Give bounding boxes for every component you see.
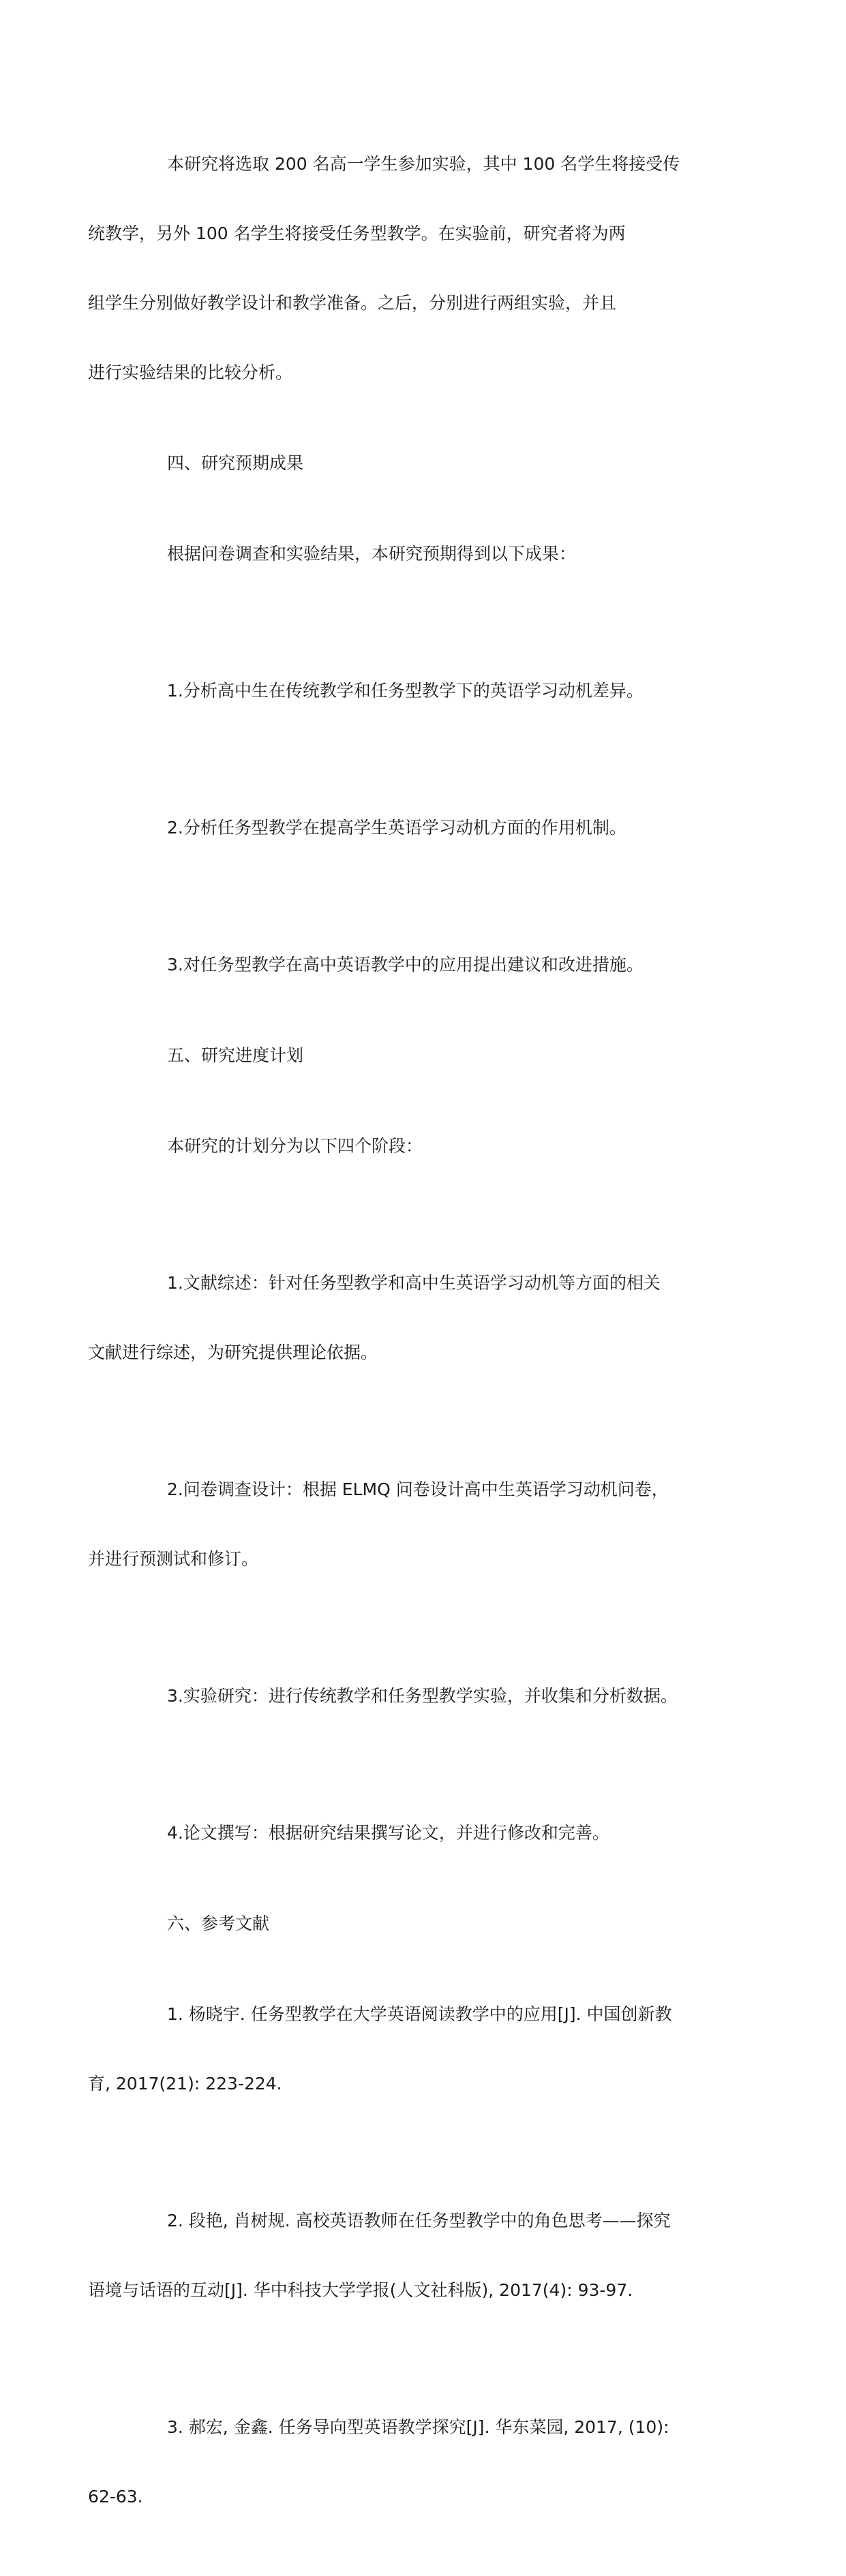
text-line: 本研究的计划分为以下四个阶段： — [167, 1136, 423, 1156]
text-line: 2.问卷调查设计：根据 ELMQ 问卷设计高中生英语学习动机问卷， — [167, 1479, 669, 1499]
text-line: 组学生分别做好教学设计和教学准备。之后，分别进行两组实验，并且 — [88, 293, 617, 313]
reference-item-1 — [88, 1957, 727, 2142]
text-line: 1. 杨晓宇. 任务型教学在大学英语阅读教学中的应用[J]. 中国创新教 — [167, 2004, 672, 2024]
text-line: 语境与话语的互动[J]. 华中科技大学学报(人文社科版), 2017(4): 93-97. — [88, 2280, 633, 2300]
text-line: 本研究将选取 200 名高一学生参加实验，其中 100 名学生将接受传 — [167, 154, 680, 174]
section-heading-expected-results: 四、研究预期成果 — [167, 453, 304, 473]
section-heading-references: 六、参考文献 — [167, 1914, 270, 1933]
text-line: 62-63. — [88, 2487, 143, 2506]
text-line: 根据问卷调查和实验结果，本研究预期得到以下成果： — [167, 544, 577, 564]
list-item-stage-1 — [88, 1225, 727, 1411]
text-line: 3. 郝宏, 金鑫. 任务导向型英语教学探究[J]. 华东菜园, 2017, (10): — [167, 2417, 669, 2437]
text-line: 2. 段艳, 肖树规. 高校英语教师在任务型教学中的角色思考——探究 — [167, 2211, 671, 2230]
text-line: 进行实验结果的比较分析。 — [88, 363, 293, 382]
text-line: 统教学，另外 100 名学生将接受任务型教学。在实验前，研究者将为两 — [88, 224, 626, 243]
text-line: 3.实验研究：进行传统教学和任务型教学实验，并收集和分析数据。 — [167, 1686, 678, 1706]
section-heading-schedule: 五、研究进度计划 — [167, 1045, 304, 1065]
paragraph-expected-intro — [127, 496, 727, 612]
text-line: 2.分析任务型教学在提高学生英语学习动机方面的作用机制。 — [167, 818, 626, 838]
list-item-stage-3 — [127, 1638, 727, 1754]
text-line: 1.分析高中生在传统教学和任务型教学下的英语学习动机差异。 — [167, 681, 644, 701]
list-item-expected-1 — [127, 633, 727, 749]
text-line: 并进行预测试和修订。 — [88, 1549, 259, 1569]
reference-item-3 — [88, 2370, 727, 2555]
text-line: 育, 2017(21): 223-224. — [88, 2074, 282, 2094]
text-line: 4.论文撰写：根据研究结果撰写论文，并进行修改和完善。 — [167, 1823, 609, 1843]
reference-item-2 — [88, 2163, 727, 2348]
document-body — [88, 106, 727, 2576]
list-item-expected-2 — [127, 770, 727, 886]
paragraph-schedule-intro — [127, 1088, 727, 1204]
paragraph-experiment-design — [88, 106, 727, 431]
list-item-expected-3 — [127, 907, 727, 1023]
text-line: 3.对任务型教学在高中英语教学中的应用提出建议和改进措施。 — [167, 955, 644, 975]
list-item-stage-2 — [88, 1432, 727, 1617]
text-line: 文献进行综述，为研究提供理论依据。 — [88, 1343, 378, 1362]
list-item-stage-4 — [127, 1775, 727, 1891]
text-line: 1.文献综述：针对任务型教学和高中生英语学习动机等方面的相关 — [167, 1273, 661, 1293]
